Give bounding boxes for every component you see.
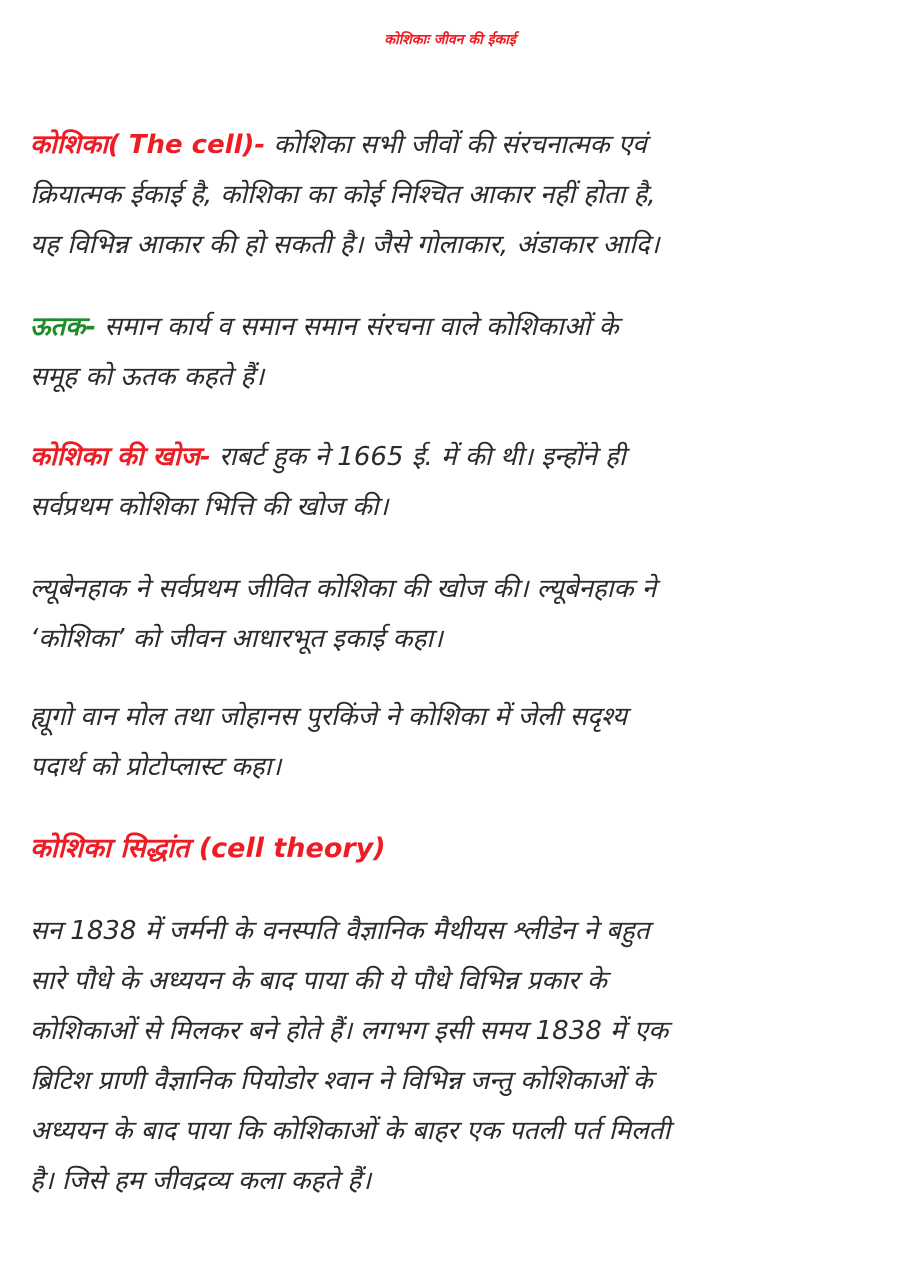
cell-theory-heading: कोशिका सिद्धांत (cell theory): [30, 833, 386, 864]
mohl-paragraph: [30, 692, 880, 792]
leeuwenhoek-line-2: ‘कोशिका’ को जीवन आधारभूत इकाई कहा।: [30, 624, 443, 654]
mohl-line-2: पदार्थ को प्रोटोप्लास्ट कहा।: [30, 752, 282, 782]
theory-line-6: है। जिसे हम जीवद्रव्य कला कहते हैं।: [30, 1166, 372, 1196]
discovery-line-1: [30, 432, 880, 482]
discovery-text-line-2: सर्वप्रथम कोशिका भित्ति की खोज की।: [30, 492, 389, 522]
discovery-text-line-1: राबर्ट हुक ने 1665 ई. में की थी। इन्होंने ही: [210, 442, 626, 472]
cell-text-line-1: कोशिका सभी जीवों की संरचनात्मक एवं: [265, 130, 647, 160]
theory-line-1: सन 1838 में जर्मनी के वनस्पति वैज्ञानिक मैथीयस श्लीडेन ने बहुत: [30, 916, 650, 946]
cell-text-line-3: यह विभिन्न आकार की हो सकती है। जैसे गोलाकार, अंडाकार आदि।: [30, 230, 660, 260]
tissue-label: ऊतक-: [30, 312, 96, 342]
page-title: कोशिकाः जीवन की ईकाई: [384, 32, 516, 48]
theory-line-2: सारे पौधे के अध्ययन के बाद पाया की ये पौधे विभिन्न प्रकार के: [30, 966, 607, 996]
cell-text-line-2: क्रियात्मक ईकाई है, कोशिका का कोई निश्चित आकार नहीं होता है,: [30, 180, 656, 210]
cell-label: कोशिका( The cell)-: [30, 130, 266, 160]
discovery-paragraph: [30, 432, 880, 532]
theory-line-4: ब्रिटिश प्राणी वैज्ञानिक पियोडोर श्वान ने विभिन्न जन्तु कोशिकाओं के: [30, 1066, 653, 1096]
tissue-paragraph: [30, 302, 880, 402]
tissue-text-line-2: समूह को ऊतक कहते हैं।: [30, 362, 265, 392]
cell-definition-line-1: [30, 120, 880, 170]
theory-line-3: कोशिकाओं से मिलकर बने होते हैं। लगभग इसी समय 1838 में एक: [30, 1016, 669, 1046]
leeuwenhoek-line-1: ल्यूबेनहाक ने सर्वप्रथम जीवित कोशिका की खोज की। ल्यूबेनहाक ने: [30, 574, 657, 604]
mohl-line-1: ह्यूगो वान मोल तथा जोहानस पुरकिंजे ने कोशिका में जेली सदृश्य: [30, 702, 628, 732]
cell-definition-paragraph: [30, 120, 880, 270]
cell-theory-paragraph: [30, 906, 880, 1206]
tissue-line-1: [30, 302, 880, 352]
tissue-text-line-1: समान कार्य व समान समान संरचना वाले कोशिकाओं के: [96, 312, 619, 342]
theory-line-5: अध्ययन के बाद पाया कि कोशिकाओं के बाहर एक पतली पर्त मिलती: [30, 1116, 671, 1146]
leeuwenhoek-paragraph: [30, 564, 880, 664]
discovery-label: कोशिका की खोज-: [30, 442, 211, 472]
